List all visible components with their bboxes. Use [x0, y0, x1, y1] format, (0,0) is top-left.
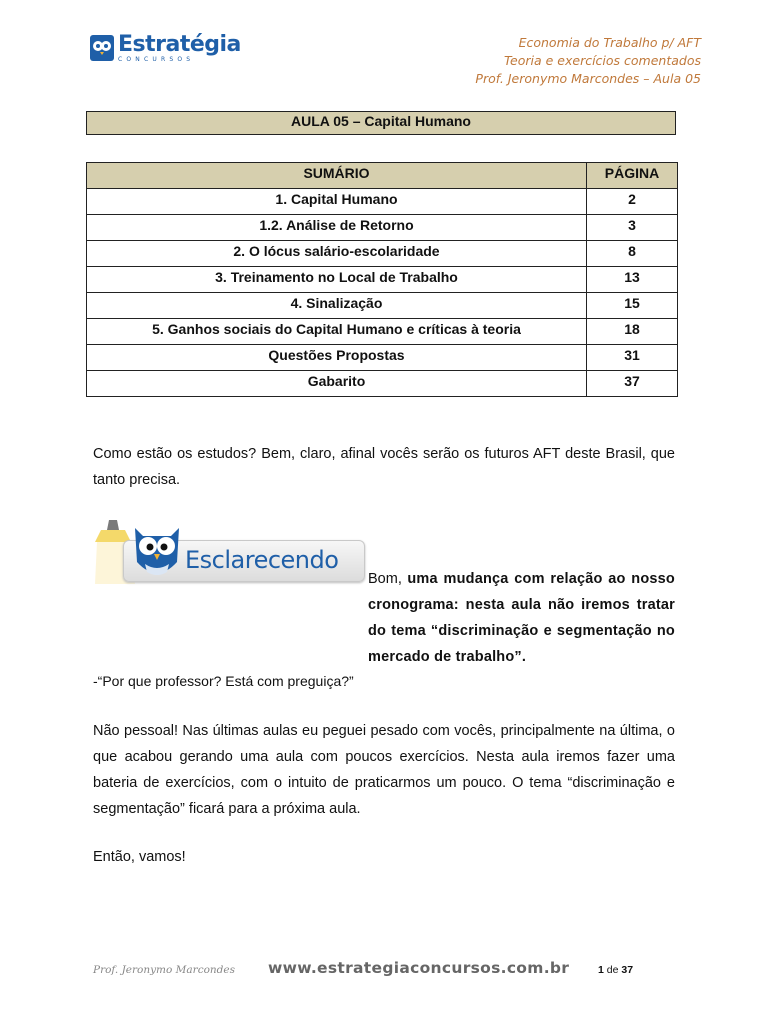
summary-page: 13 — [587, 267, 678, 293]
page-separator: de — [603, 964, 622, 976]
table-row — [87, 189, 678, 215]
summary-topic: Questões Propostas — [87, 345, 587, 371]
schedule-lead: Bom, — [368, 571, 408, 587]
summary-topic: 5. Ganhos sociais do Capital Humano e críticas à teoria — [87, 319, 587, 345]
summary-topic: 1.2. Análise de Retorno — [87, 215, 587, 241]
summary-page: 3 — [587, 215, 678, 241]
logo-name: Estratégia — [118, 31, 241, 57]
page-total: 37 — [621, 964, 634, 976]
summary-topic: 2. O lócus salário-escolaridade — [87, 241, 587, 267]
summary-table — [86, 162, 678, 397]
summary-page: 15 — [587, 293, 678, 319]
summary-header-row — [87, 163, 678, 189]
summary-page: 2 — [587, 189, 678, 215]
schedule-paragraph — [93, 566, 675, 670]
course-title: Economia do Trabalho p/ AFT — [518, 35, 701, 50]
summary-col-page: PÁGINA — [587, 163, 678, 189]
summary-page: 37 — [587, 371, 678, 397]
table-row — [87, 345, 678, 371]
esclarecendo-label: Esclarecendo — [185, 546, 339, 574]
intro-paragraph: Como estão os estudos? Bem, claro, afinal vocês serão os futuros AFT deste Brasil, que tanto precisa. — [93, 446, 675, 488]
estrategia-logo — [90, 32, 241, 64]
schedule-bold-text: uma mudança com relação ao nosso cronograma: nesta aula não iremos tratar do tema “discriminação e segmentação no mercado de trabalho”. — [368, 571, 675, 665]
question-paragraph: -“Por que professor? Está com preguiça?” — [93, 673, 354, 689]
footer-author: Prof. Jeronymo Marcondes — [93, 964, 235, 976]
explanation-paragraph: Não pessoal! Nas últimas aulas eu peguei pesado com vocês, principalmente na última, o que acabou gerando uma aula com poucos exercícios. Nesta aula iremos fazer uma bateria de exercícios, com o intuito de praticarmos um pouco. O tema “discriminação e segmentação” ficará para a próxima aula. — [93, 723, 675, 817]
summary-topic: 1. Capital Humano — [87, 189, 587, 215]
summary-topic: 3. Treinamento no Local de Trabalho — [87, 267, 587, 293]
summary-page: 18 — [587, 319, 678, 345]
summary-col-topic: SUMÁRIO — [87, 163, 587, 189]
table-row — [87, 241, 678, 267]
table-row — [87, 293, 678, 319]
table-row — [87, 371, 678, 397]
logo-subtitle: CONCURSOS — [118, 55, 195, 63]
summary-topic: Gabarito — [87, 371, 587, 397]
course-professor: Prof. Jeronymo Marcondes – Aula 05 — [475, 71, 701, 86]
footer-url[interactable]: www.estrategiaconcursos.com.br — [268, 959, 570, 977]
summary-page: 8 — [587, 241, 678, 267]
owl-logo-icon — [90, 35, 114, 61]
course-header — [475, 34, 701, 88]
table-row — [87, 319, 678, 345]
summary-topic: 4. Sinalização — [87, 293, 587, 319]
lesson-title: AULA 05 – Capital Humano — [86, 111, 676, 135]
page-number — [598, 964, 633, 976]
summary-page: 31 — [587, 345, 678, 371]
table-row — [87, 215, 678, 241]
page-current: 1 — [598, 964, 604, 976]
closing-paragraph: Então, vamos! — [93, 849, 186, 865]
course-subtitle: Teoria e exercícios comentados — [503, 53, 701, 68]
table-row — [87, 267, 678, 293]
